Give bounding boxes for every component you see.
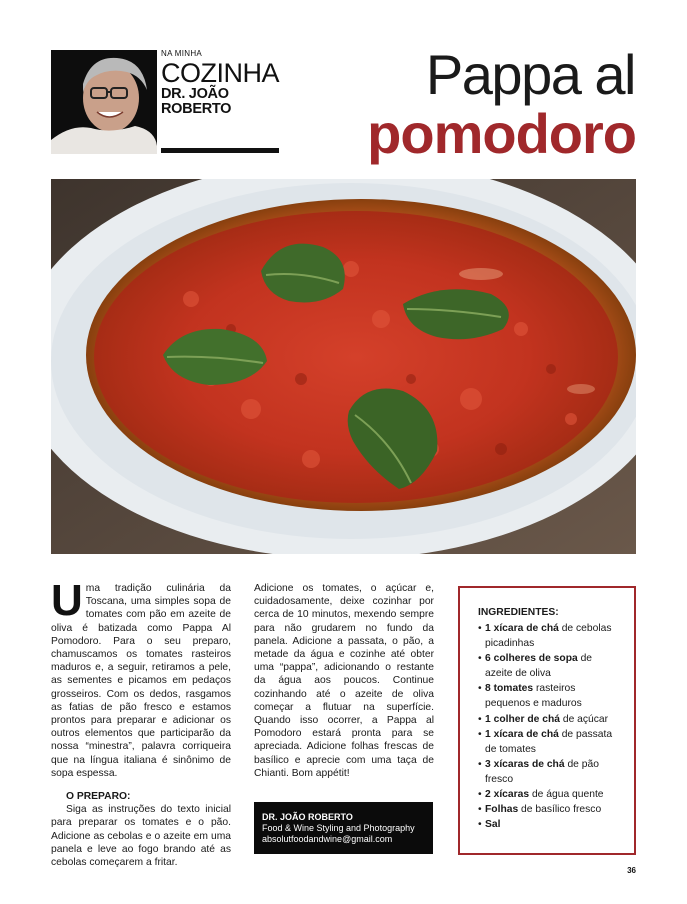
intro-text: ma tradição culinária da Toscana, uma simples sopa de tomates com pão em azeite de oliva é batizada como Pappa Al Pomodoro. Para o seu preparo, chamuscamos os tomates rasteiros maduros e, a seguir, retiramos a pele, as sementes e picamos em pedaços grosseiros. Com os dedos, rasgamos as fatias de pão fresco e estamos prontos para preparar e adicionar os outros elementos que participarão da nossa “minestra”, palavra corriqueira que na língua italiana é sinônimo de sopa espessa.	[51, 583, 231, 779]
ingredient-item: • Sal	[478, 817, 622, 832]
credit-role: Food & Wine Styling and Photography	[262, 823, 415, 833]
header-rule	[161, 148, 279, 153]
column-name: COZINHA	[161, 58, 279, 88]
ingredients-heading: INGREDIENTES:	[478, 607, 559, 618]
soup-photo	[51, 179, 636, 554]
page-number: 36	[627, 866, 636, 875]
author-portrait	[51, 50, 157, 154]
drop-cap: U	[51, 576, 83, 625]
prep-heading: O PREPARO:	[66, 791, 131, 803]
ingredient-item: • 1 xícara de chá de passata de tomates	[478, 727, 622, 757]
intro-paragraph	[51, 576, 231, 780]
column-kicker: NA MINHA	[161, 49, 203, 58]
ingredient-item: • 2 xícaras de água quente	[478, 787, 622, 802]
author-credit-box	[254, 802, 433, 854]
recipe-title-line1: Pappa al	[425, 43, 635, 106]
credit-email: absolutfoodandwine@gmail.com	[262, 834, 393, 844]
author-name-line2: ROBERTO	[161, 101, 232, 117]
ingredient-item: • 1 colher de chá de açúcar	[478, 712, 622, 727]
ingredients-box	[458, 586, 636, 855]
recipe-title-line2: pomodoro	[367, 102, 636, 165]
article-column-1	[51, 576, 231, 869]
ingredients-list	[478, 621, 622, 832]
credit-name: DR. JOÃO ROBERTO	[262, 812, 353, 822]
prep-paragraph-2: Adicione os tomates, o açúcar e, cuidadosamente, deixe cozinhar por cerca de 10 minutos, mexendo sempre para não grudarem no fundo da panela. Adicione a passata, o pão, a metade da água e cozinhe até obter uma “pappa”, adicionando o restante da água aos poucos. Continue cozinhando até o azeite de oliva começar a flutuar na superfície. Quando isso ocorrer, a Pappa al Pomodoro estará pronta para se apreciada. Adicione folhas frescas de basílico e aprecie com uma taça de Chianti. Bom appétit!	[254, 583, 434, 779]
ingredient-item: • 6 colheres de sopa de azeite de oliva	[478, 651, 622, 681]
column-header	[161, 49, 286, 117]
ingredient-item: • 8 tomates rasteiros pequenos e maduros	[478, 681, 622, 711]
prep-paragraph-1: Siga as instruções do texto inicial para preparar os tomates e o pão. Adicione as cebolas e o azeite em uma panela e leve ao fogo brando até as cebolas começarem a fritar.	[51, 804, 231, 869]
ingredient-item: • Folhas de basílico fresco	[478, 802, 622, 817]
author-name-line1: DR. JOÃO	[161, 86, 229, 102]
ingredient-item: • 3 xícaras de chá de pão fresco	[478, 757, 622, 787]
article-column-2	[254, 582, 434, 780]
ingredient-item: • 1 xícara de chá de cebolas picadinhas	[478, 621, 622, 651]
